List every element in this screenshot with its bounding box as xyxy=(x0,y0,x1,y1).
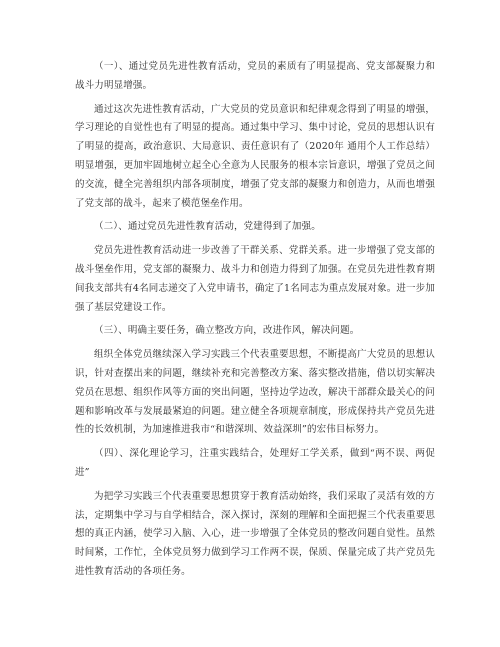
section-heading-1: （一）、通过党员先进性教育活动，党员的素质有了明显提高、党支部凝聚力和战斗力明显增强。 xyxy=(75,61,435,91)
section-heading-3: （三）、明确主要任务，确立整改方向，改进作风，解决问题。 xyxy=(94,325,360,337)
body-paragraph-4: 为把学习实践三个代表重要思想贯穿于教育活动始终，我们采取了灵活有效的方法，定期集中学习与自学相结合，深入探讨，深刻的理解和全面把握三个代表重要思想的真正内涵，使学习入脑、入心，进一步增强了全体党员的整改问题自觉性。虽然时间紧，工作忙，全体党员努力做到学习工作两不误，保质、保量完成了共产党员先进性教育活动的各项任务。 xyxy=(75,490,435,577)
body-paragraph-1: 通过这次先进性教育活动，广大党员的党员意识和纪律观念得到了明显的增强，学习理论的自觉性也有了明显的提高。通过集中学习、集中讨论，党员的思想认识有了明显的提高，政治意识、大局意识、责任意识有了（2020年 通用个人工作总结）明显增强，更加牢固地树立起全心全意为人民服务的根本宗旨意识，增强了党员之间的交流，健全完善组织内部各项制度，增强了党支部的凝聚力和创造力，从而也增强了党支部的战斗，起来了模范堡垒作用。 xyxy=(75,103,435,209)
section-heading-2: （二）、通过党员先进性教育活动，党建得到了加强。 xyxy=(94,221,321,233)
section-heading-4: （四）、深化理论学习，注重实践结合，处理好工学关系，做到“两不误、两促进” xyxy=(75,448,435,478)
body-paragraph-2: 党员先进性教育活动进一步改善了干群关系、党群关系。进一步增强了党支部的战斗堡垒作用，党支部的凝聚力、战斗力和创造力得到了加强。在党员先进性教育期间我支部共有4名同志递交了入党申请书，确定了1名同志为重点发展对象。进一步加强了基层党建设工作。 xyxy=(75,245,435,313)
document-body xyxy=(75,58,435,587)
body-paragraph-3: 组织全体党员继续深入学习实践三个代表重要思想，不断提高广大党员的思想认识，针对查摆出来的问题，继续补充和完善整改方案、落实整改措施，借以切实解决党员在思想、组织作风等方面的突出问题，坚持边学边改，解决干部群众最关心的问题和影响改革与发展最紧迫的问题。建立健全各项规章制度，形成保持共产党员先进性的长效机制，为加速推进我市“和谐深圳、效益深圳”的宏伟目标努力。 xyxy=(75,349,435,436)
